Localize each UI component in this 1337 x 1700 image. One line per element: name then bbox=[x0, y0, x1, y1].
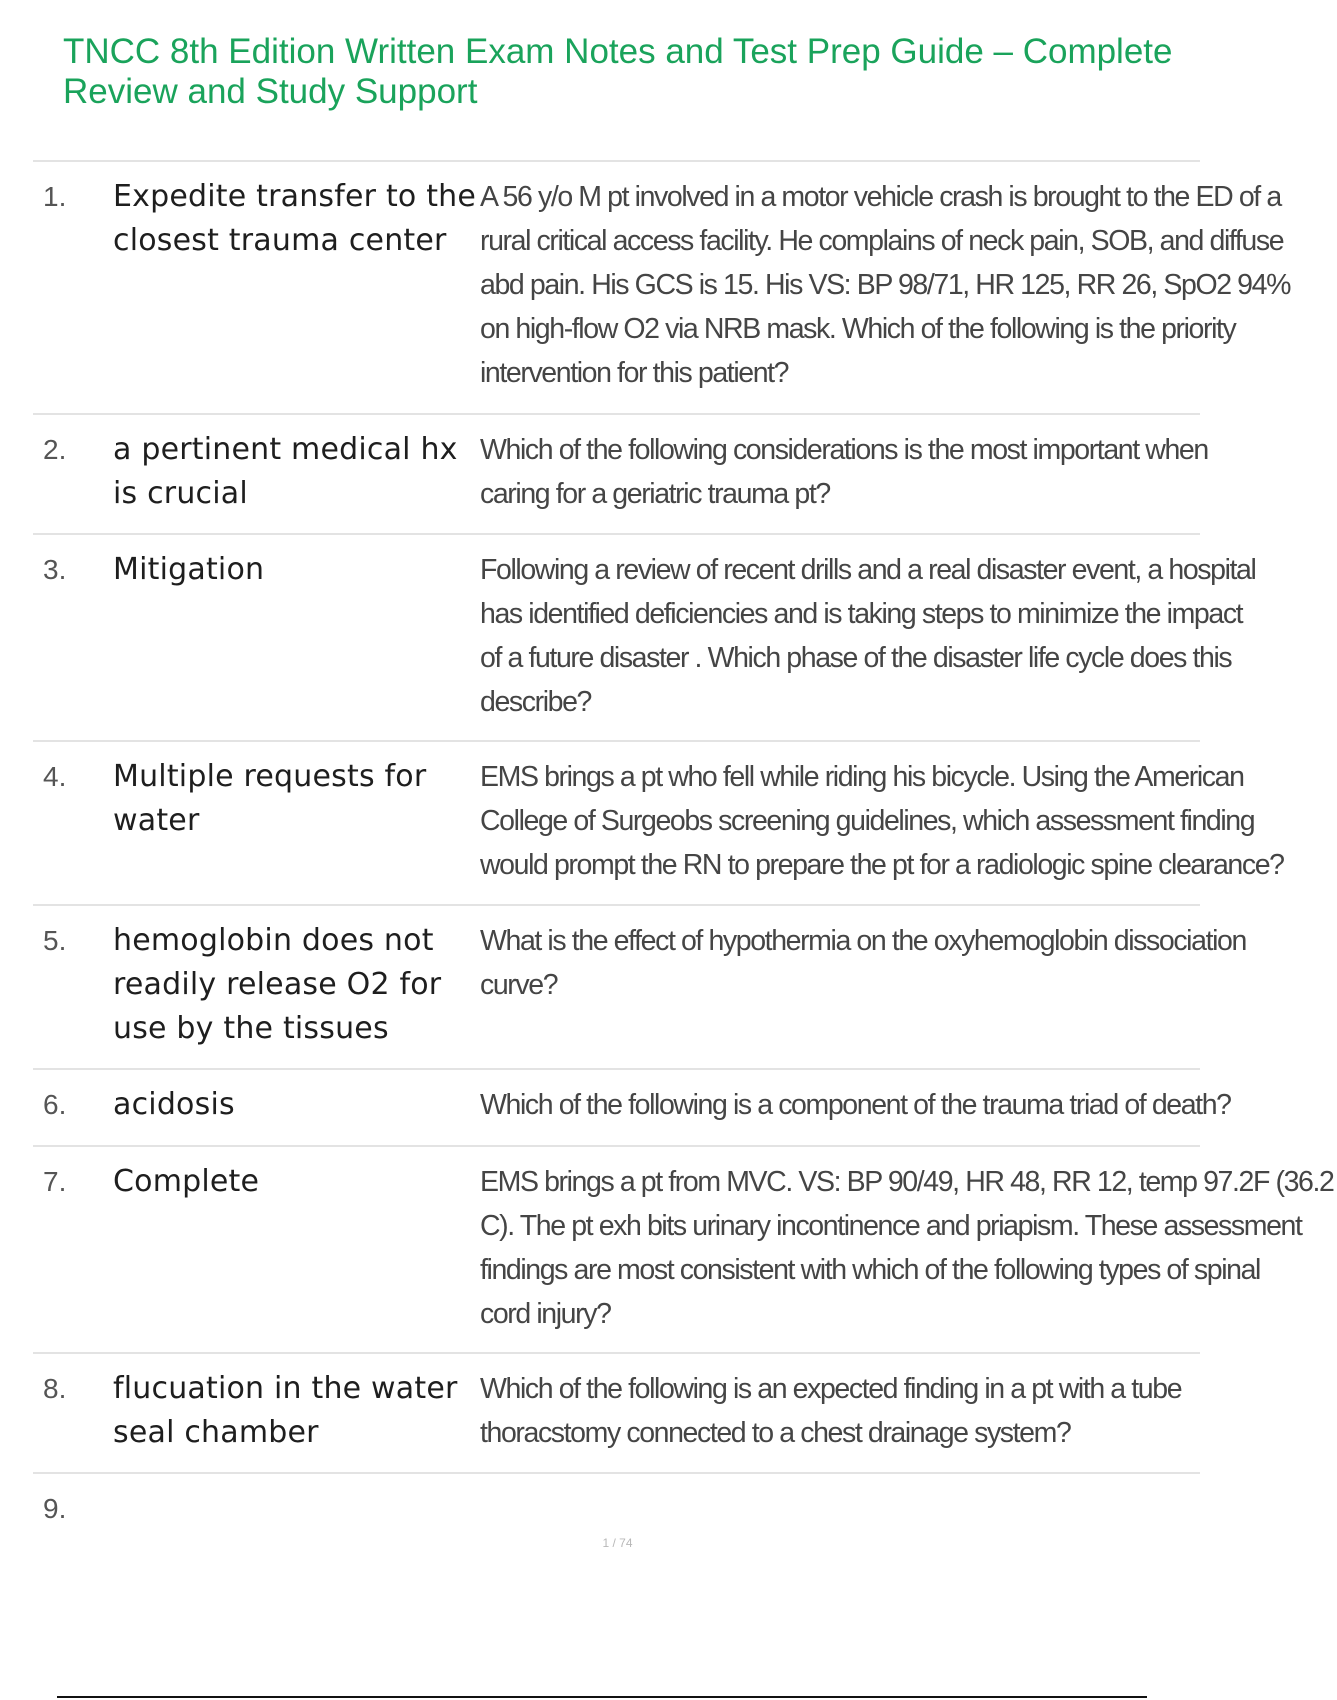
question-line: caring for a geriatric trauma pt? bbox=[480, 478, 830, 510]
question-line: Which of the following is an expected finding in a pt with a tube bbox=[480, 1373, 1182, 1405]
question-text bbox=[480, 1367, 1200, 1472]
title-line-2: Review and Study Support bbox=[63, 72, 478, 111]
answer-term bbox=[113, 919, 480, 1068]
question-text bbox=[480, 428, 1212, 533]
answer-line: seal chamber bbox=[113, 1415, 319, 1450]
answer-term bbox=[113, 755, 480, 904]
question-text bbox=[480, 548, 1259, 740]
table-row bbox=[33, 1070, 1231, 1147]
answer-term bbox=[113, 548, 480, 740]
question-text bbox=[480, 175, 1294, 413]
answer-line: closest trauma center bbox=[113, 223, 447, 258]
question-line: describe? bbox=[480, 686, 591, 718]
question-line: would prompt the RN to prepare the pt for a radiologic spine clearance? bbox=[480, 849, 1284, 881]
table-row bbox=[33, 1147, 1334, 1354]
question-line: rural critical access facility. He complains of neck pain, SOB, and diffuse bbox=[480, 225, 1284, 257]
answer-line: use by the tissues bbox=[113, 1011, 389, 1046]
question-line: Which of the following considerations is the most important when bbox=[480, 434, 1208, 466]
question-text bbox=[480, 755, 1288, 904]
answer-term bbox=[113, 428, 480, 533]
question-line: intervention for this patient? bbox=[480, 357, 789, 389]
question-line: EMS brings a pt who fell while riding his bicycle. Using the American bbox=[480, 761, 1244, 793]
row-number: 2. bbox=[43, 434, 67, 465]
answer-line: Mitigation bbox=[113, 552, 265, 587]
row-number: 3. bbox=[43, 554, 67, 585]
question-line: A 56 y/o M pt involved in a motor vehicle crash is brought to the ED of a bbox=[480, 181, 1281, 213]
answer-line: readily release O2 for bbox=[113, 967, 442, 1002]
question-line: has identified deficiencies and is taking steps to minimize the impact bbox=[480, 598, 1243, 630]
answer-term bbox=[113, 1083, 480, 1145]
question-line: of a future disaster . Which phase of the disaster life cycle does this bbox=[480, 642, 1232, 674]
answer-line: Multiple requests for bbox=[113, 759, 427, 794]
question-text bbox=[480, 1083, 1235, 1145]
row-number: 4. bbox=[43, 761, 67, 792]
page-indicator: 1 / 74 bbox=[602, 1536, 633, 1550]
answer-term bbox=[113, 1160, 480, 1352]
question-line: cord injury? bbox=[480, 1298, 611, 1330]
answer-line: a pertinent medical hx bbox=[113, 432, 458, 467]
question-line: curve? bbox=[480, 969, 558, 1001]
question-text bbox=[480, 919, 1250, 1068]
document-title bbox=[63, 32, 1213, 112]
row-number: 1. bbox=[43, 181, 67, 212]
row-number: 9. bbox=[43, 1493, 67, 1524]
table-row bbox=[33, 1354, 1200, 1474]
answer-term bbox=[113, 1367, 480, 1472]
table-row bbox=[33, 415, 1208, 535]
question-line: findings are most consistent with which of the following types of spinal bbox=[480, 1254, 1260, 1286]
answer-line: hemoglobin does not bbox=[113, 923, 434, 958]
question-line: EMS brings a pt from MVC. VS: BP 90/49, HR 48, RR 12, temp 97.2F (36.2 bbox=[480, 1166, 1334, 1198]
bottom-divider bbox=[57, 1696, 1147, 1698]
title-line-1: TNCC 8th Edition Written Exam Notes and Test Prep Guide – Complete bbox=[63, 32, 1173, 71]
question-line: thoracstomy connected to a chest drainage system? bbox=[480, 1417, 1071, 1449]
question-line: on high-flow O2 via NRB mask. Which of the following is the priority bbox=[480, 313, 1236, 345]
row-number: 5. bbox=[43, 925, 67, 956]
answer-line: water bbox=[113, 803, 200, 838]
table-row bbox=[33, 162, 1291, 415]
question-line: abd pain. His GCS is 15. His VS: BP 98/71, HR 125, RR 26, SpO2 94% bbox=[480, 269, 1291, 301]
row-number: 7. bbox=[43, 1166, 67, 1197]
row-number: 6. bbox=[43, 1089, 67, 1120]
answer-line: Expedite transfer to the bbox=[113, 179, 477, 214]
question-line: Following a review of recent drills and a real disaster event, a hospital bbox=[480, 554, 1256, 586]
answer-line: is crucial bbox=[113, 476, 248, 511]
flashcard-table bbox=[33, 160, 1334, 1554]
answer-line: Complete bbox=[113, 1164, 260, 1199]
question-line: C). The pt exh bits urinary incontinence and priapism. These assessment bbox=[480, 1210, 1302, 1242]
question-line: What is the effect of hypothermia on the oxyhemoglobin dissociation bbox=[480, 925, 1246, 957]
answer-term bbox=[113, 175, 480, 413]
question-line: College of Surgeobs screening guidelines, which assessment finding bbox=[480, 805, 1255, 837]
table-row bbox=[33, 906, 1246, 1070]
answer-line: acidosis bbox=[113, 1087, 235, 1122]
question-line: Which of the following is a component of the trauma triad of death? bbox=[480, 1089, 1231, 1121]
table-row bbox=[33, 742, 1284, 906]
answer-line: flucuation in the water bbox=[113, 1371, 458, 1406]
row-number: 8. bbox=[43, 1373, 67, 1404]
table-row bbox=[33, 535, 1256, 742]
question-text bbox=[480, 1160, 1337, 1352]
